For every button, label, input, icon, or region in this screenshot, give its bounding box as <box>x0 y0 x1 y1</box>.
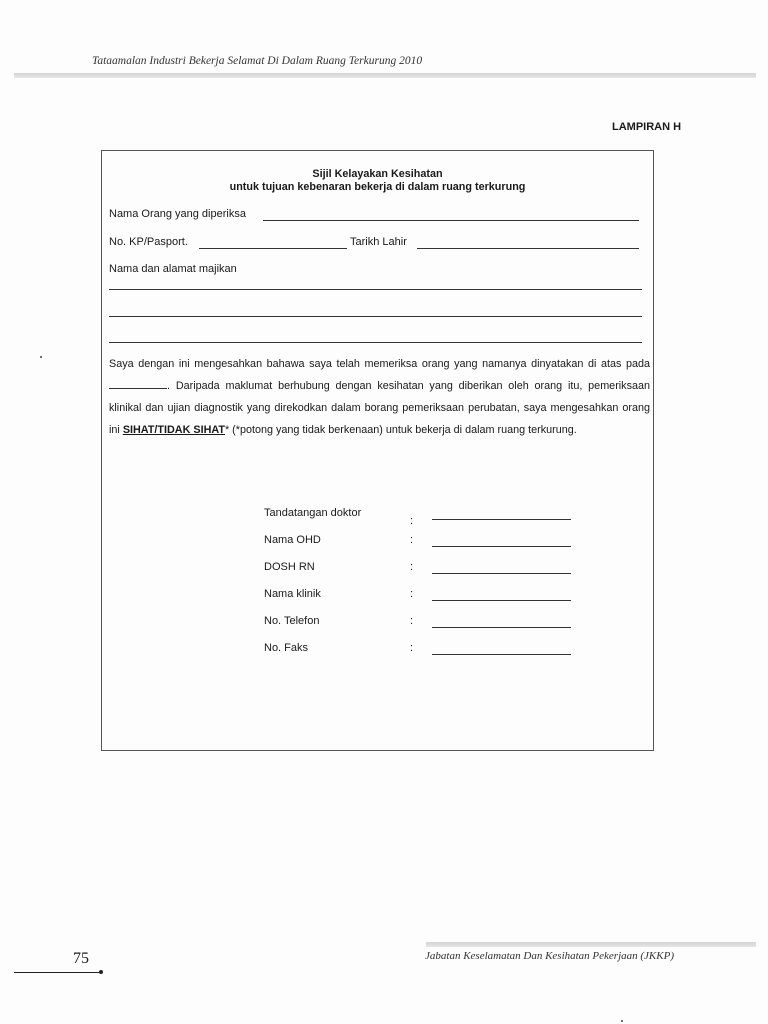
dosh-rn-field[interactable] <box>432 573 571 574</box>
ohd-name-field[interactable] <box>432 546 571 547</box>
name-label: Nama Orang yang diperiksa <box>109 208 246 220</box>
dosh-rn-label: DOSH RN <box>264 561 315 573</box>
declaration-text <box>109 353 650 441</box>
id-field[interactable] <box>199 248 347 249</box>
declaration-part-3: * (*potong yang tidak berkenaan) untuk bekerja di dalam ruang terkurung. <box>224 424 577 436</box>
dosh-rn-colon: : <box>410 561 414 573</box>
signature-colon: : <box>410 515 414 527</box>
certificate-title: Sijil Kelayakan Kesihatan <box>312 168 443 180</box>
clinic-name-field[interactable] <box>432 600 571 601</box>
phone-colon: : <box>410 615 414 627</box>
fax-field[interactable] <box>432 654 571 655</box>
page-number: 75 <box>73 950 89 967</box>
dob-field[interactable] <box>417 248 639 249</box>
certificate-form <box>101 150 654 751</box>
employer-label: Nama dan alamat majikan <box>109 263 237 275</box>
running-header: Tataamalan Industri Bekerja Selamat Di Dalam Ruang Terkurung 2010 <box>92 55 423 67</box>
clinic-name-colon: : <box>410 588 414 600</box>
scan-speck <box>621 1020 623 1022</box>
phone-label: No. Telefon <box>264 615 320 627</box>
scan-speck <box>40 356 42 358</box>
dob-label: Tarikh Lahir <box>350 236 407 248</box>
signature-field[interactable] <box>432 519 571 520</box>
fax-label: No. Faks <box>264 642 309 654</box>
appendix-label: LAMPIRAN H <box>612 121 682 133</box>
health-status: SIHAT/TIDAK SIHAT <box>122 424 225 436</box>
ohd-name-label: Nama OHD <box>264 534 321 546</box>
exam-date-field[interactable] <box>109 378 167 389</box>
page-number-dot <box>99 970 103 974</box>
id-label: No. KP/Pasport. <box>109 236 188 248</box>
header-rule <box>14 73 756 78</box>
footer-rule <box>426 942 756 947</box>
ohd-name-colon: : <box>410 534 414 546</box>
phone-field[interactable] <box>432 627 571 628</box>
footer-text: Jabatan Keselamatan Dan Kesihatan Pekerjaan (JKKP) <box>425 950 674 962</box>
name-field[interactable] <box>263 220 639 221</box>
clinic-name-label: Nama klinik <box>264 588 321 600</box>
declaration-part-1: Saya dengan ini mengesahkan bahawa saya telah memeriksa orang yang namanya dinyatakan di atas pada <box>109 358 650 370</box>
employer-line-3[interactable] <box>109 342 642 343</box>
declaration-part-2: . Daripada maklumat berhubung dengan kesihatan yang diberikan oleh orang itu, pemeriksaan klinikal dan ujian diagnostik yang direkodkan dalam borang pemeriksaan perubatan, saya mengesahkan orang ini <box>109 380 650 436</box>
signature-label: Tandatangan doktor <box>264 507 362 519</box>
certificate-subtitle: untuk tujuan kebenaran bekerja di dalam ruang terkurung <box>229 181 526 193</box>
page-number-rule <box>14 972 100 973</box>
fax-colon: : <box>410 642 414 654</box>
employer-line-2[interactable] <box>109 316 642 317</box>
employer-line-1[interactable] <box>109 289 642 290</box>
